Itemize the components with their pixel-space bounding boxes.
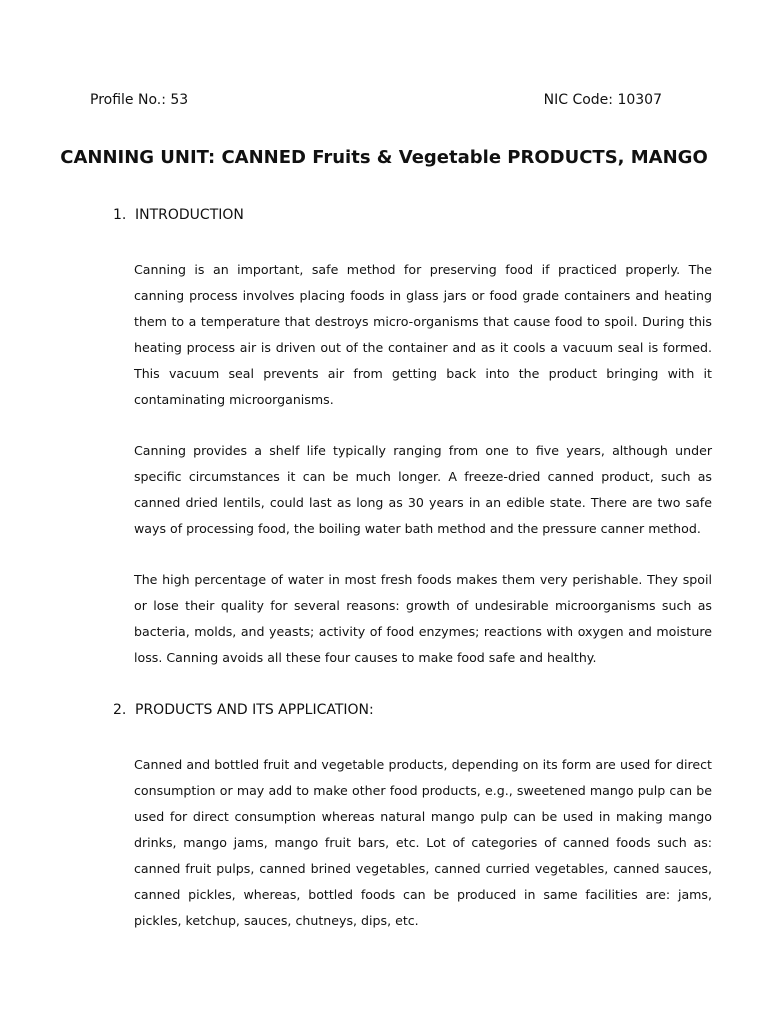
nic-code: NIC Code: 10307: [543, 92, 662, 108]
section-number: 2.: [113, 702, 127, 718]
section-heading-products: [113, 702, 374, 718]
profile-number: Profile No.: 53: [90, 92, 189, 108]
section-heading-introduction: [113, 207, 244, 223]
section-number: 1.: [113, 207, 127, 223]
section-title: INTRODUCTION: [135, 207, 244, 223]
document-title: CANNING UNIT: CANNED Fruits & Vegetable PRODUCTS, MANGO: [60, 147, 708, 168]
paragraph: The high percentage of water in most fresh foods makes them very perishable. They spoil or lose their quality for several reasons: growth of undesirable microorganisms such as bacteria, molds, and yeasts; activity of food enzymes; reactions with oxygen and moisture loss. Canning avoids all these four causes to make food safe and healthy.: [134, 572, 712, 665]
section-title: PRODUCTS AND ITS APPLICATION:: [135, 702, 374, 718]
paragraph: Canning provides a shelf life typically ranging from one to five years, although under specific circumstances it can be much longer. A freeze-dried canned product, such as canned dried lentils, could last as long as 30 years in an edible state. There are two safe ways of processing food, the boiling water bath method and the pressure canner method.: [134, 443, 712, 536]
profile-header: [90, 92, 662, 108]
paragraph: Canning is an important, safe method for preserving food if practiced properly. The canning process involves placing foods in glass jars or food grade containers and heating them to a temperature that destroys micro-organisms that cause food to spoil. During this heating process air is driven out of the container and as it cools a vacuum seal is formed. This vacuum seal prevents air from getting back into the product bringing with it contaminating microorganisms.: [134, 262, 712, 407]
paragraph: Canned and bottled fruit and vegetable products, depending on its form are used for direct consumption or may add to make other food products, e.g., sweetened mango pulp can be used for direct consumption whereas natural mango pulp can be used in making mango drinks, mango jams, mango fruit bars, etc. Lot of categories of canned foods such as: canned fruit pulps, canned brined vegetables, canned curried vegetables, canned sauces, canned pickles, whereas, bottled foods can be produced in same facilities are: jams, pickles, ketchup, sauces, chutneys, dips, etc.: [134, 757, 712, 928]
